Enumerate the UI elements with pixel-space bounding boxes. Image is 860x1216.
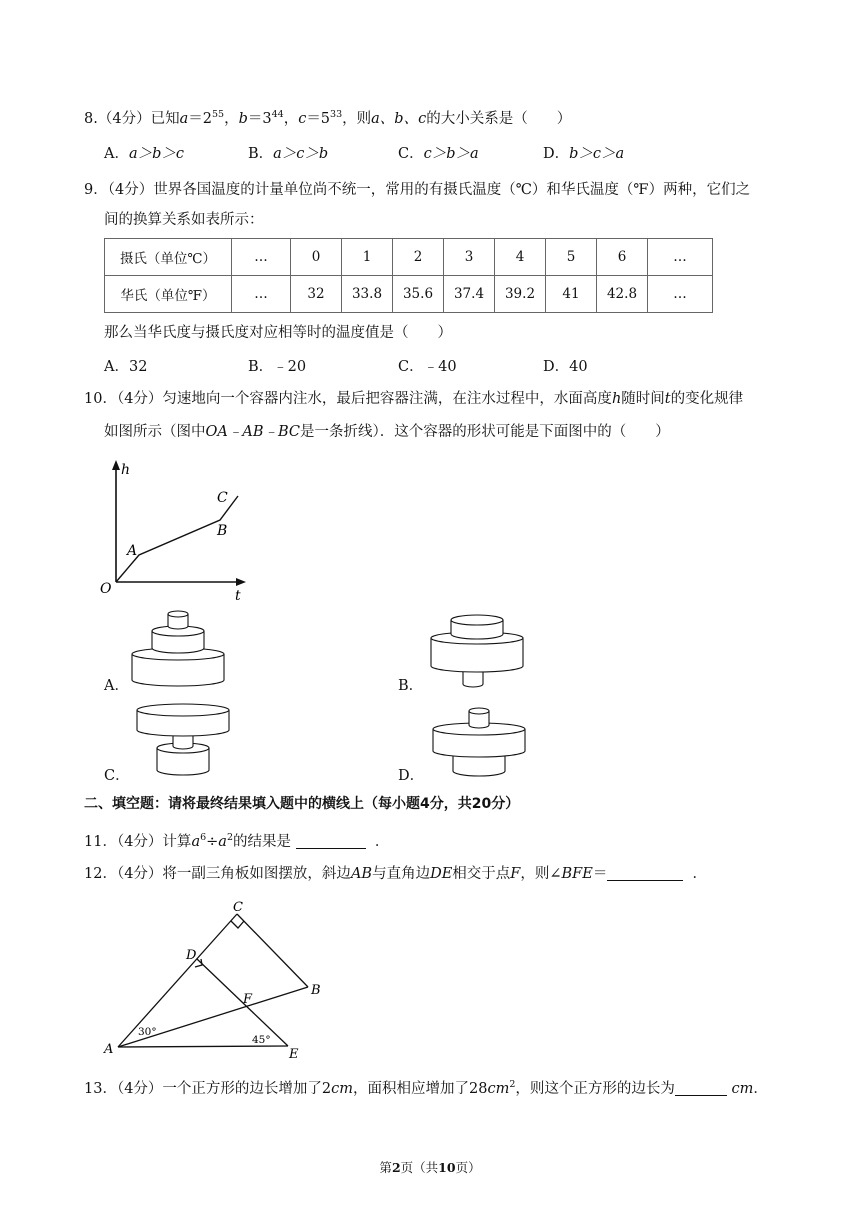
- table-cell: 3: [444, 239, 495, 276]
- container-option-c-figure[interactable]: [135, 702, 231, 778]
- table-cell: 32: [291, 276, 342, 313]
- table-cell: …: [232, 276, 291, 313]
- table-cell: 华氏（单位℉）: [105, 276, 232, 313]
- vertex-label-f: F: [243, 992, 253, 1007]
- axis-label-t: t: [235, 588, 241, 604]
- table-cell: 42.8: [597, 276, 648, 313]
- q9-option-b[interactable]: B．﹣20: [248, 359, 307, 375]
- q8-option-b[interactable]: B．a＞c＞b: [248, 146, 329, 162]
- table-cell: 5: [546, 239, 597, 276]
- vertex-label-b: B: [311, 983, 321, 998]
- point-label-c: C: [217, 490, 228, 506]
- table-row: [105, 276, 713, 313]
- table-cell: 摄氏（单位℃）: [105, 239, 232, 276]
- q8-option-c[interactable]: C．c＞b＞a: [398, 146, 479, 162]
- vertex-label-d: D: [186, 948, 197, 963]
- vertex-label-a: A: [104, 1042, 114, 1057]
- angle-label-45: 45°: [252, 1034, 271, 1046]
- q9-stem-line1: 9．（4分）世界各国温度的计量单位尚不统一，常用的有摄氏温度（℃）和华氏温度（℉）两种，它们之: [84, 182, 751, 198]
- water-height-graph: [95, 458, 255, 603]
- q10-option-b[interactable]: B．: [398, 678, 424, 694]
- table-cell: 33.8: [342, 276, 393, 313]
- table-cell: 4: [495, 239, 546, 276]
- q13-answer-blank[interactable]: [675, 1081, 727, 1096]
- container-option-b-figure[interactable]: [429, 614, 525, 690]
- container-option-a-figure[interactable]: [130, 612, 226, 688]
- q10-stem-line2: 如图所示（图中OA﹣AB﹣BC是一条折线）．这个容器的形状可能是下面图中的（ ）: [104, 424, 670, 440]
- q9-option-a[interactable]: A．32: [104, 359, 148, 375]
- axis-label-h: h: [121, 462, 131, 478]
- q12-stem: 12．（4分）将一副三角板如图摆放，斜边AB与直角边DE相交于点F，则∠BFE＝ ．: [84, 866, 708, 882]
- table-cell: 37.4: [444, 276, 495, 313]
- table-row: [105, 239, 713, 276]
- page-total: 10: [438, 1160, 456, 1175]
- triangle-figure: [100, 895, 340, 1065]
- vertex-label-e: E: [289, 1047, 299, 1062]
- q9-option-d[interactable]: D．40: [543, 359, 588, 375]
- table-cell: …: [648, 276, 713, 313]
- page-number: 2: [391, 1160, 401, 1175]
- q8-option-a[interactable]: A．a＞b＞c: [104, 146, 185, 162]
- vertex-label-c: C: [233, 900, 243, 915]
- table-cell: …: [232, 239, 291, 276]
- q12-answer-blank[interactable]: [607, 866, 683, 881]
- table-cell: 41: [546, 276, 597, 313]
- q9-question: 那么当华氏度与摄氏度对应相等时的温度值是（ ）: [104, 325, 452, 341]
- q13-stem: 13．（4分）一个正方形的边长增加了2cm，面积相应增加了$28cm^2$，则这个正方形的边长为 cm．: [84, 1079, 768, 1097]
- q10-stem-line1: 10．（4分）匀速地向一个容器内注水，最后把容器注满，在注水过程中，水面高度h随时间t的变化规律: [84, 391, 744, 407]
- container-option-d-figure[interactable]: [431, 707, 527, 783]
- table-cell: …: [648, 239, 713, 276]
- q8-option-d[interactable]: D．b＞c＞a: [543, 146, 625, 162]
- page-footer: 第2页（共10页）: [379, 1160, 481, 1175]
- q8-stem: 8.（4分）已知$a=2^{55}$，$b=3^{44}$，$c=5^{33}$，则a、b、c的大小关系是（ ）: [84, 109, 572, 127]
- table-cell: 0: [291, 239, 342, 276]
- table-cell: 2: [393, 239, 444, 276]
- point-label-o: O: [100, 581, 112, 597]
- q9-stem-line2: 间的换算关系如表所示：: [104, 212, 264, 228]
- table-cell: 6: [597, 239, 648, 276]
- q10-option-d[interactable]: D．: [398, 768, 425, 784]
- q11-stem: 11．（4分）计算$a^6\div a^2$的结果是 ．: [84, 832, 390, 850]
- table-cell: 1: [342, 239, 393, 276]
- angle-label-30: 30°: [138, 1026, 157, 1038]
- table-cell: 39.2: [495, 276, 546, 313]
- point-label-a: A: [127, 543, 138, 559]
- q10-option-c[interactable]: C．: [104, 768, 130, 784]
- q10-option-a[interactable]: A．: [104, 678, 129, 694]
- q9-option-c[interactable]: C．﹣40: [398, 359, 457, 375]
- point-label-b: B: [217, 523, 228, 539]
- q11-answer-blank[interactable]: [296, 834, 366, 849]
- temperature-table: [104, 238, 713, 313]
- section-2-heading: 二、填空题：请将最终结果填入题中的横线上（每小题4分，共20分）: [84, 796, 520, 812]
- table-cell: 35.6: [393, 276, 444, 313]
